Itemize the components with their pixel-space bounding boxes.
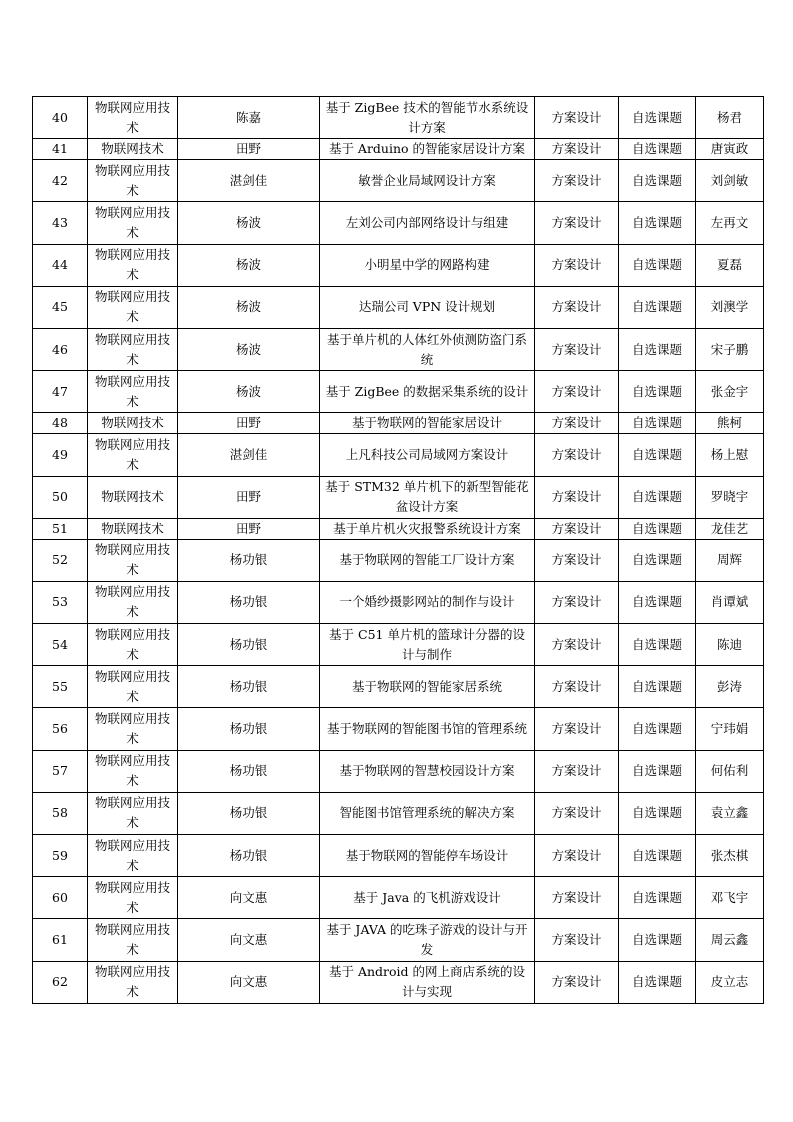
table-row — [33, 539, 764, 581]
row-number-cell: 44 — [33, 244, 88, 286]
topic-cell: 基于物联网的智能家居设计 — [320, 413, 535, 434]
teacher-cell: 杨功银 — [178, 708, 320, 750]
topic-cell: 智能图书馆管理系统的解决方案 — [320, 792, 535, 834]
student-cell: 邓飞宇 — [696, 877, 764, 919]
source-cell: 自选课题 — [619, 202, 696, 244]
source-cell: 自选课题 — [619, 792, 696, 834]
student-cell: 何佑利 — [696, 750, 764, 792]
teacher-cell: 杨功银 — [178, 624, 320, 666]
topic-cell: 基于物联网的智慧校园设计方案 — [320, 750, 535, 792]
table-row — [33, 792, 764, 834]
teacher-cell: 杨波 — [178, 202, 320, 244]
student-cell: 张杰棋 — [696, 835, 764, 877]
source-cell: 自选课题 — [619, 328, 696, 370]
teacher-cell: 杨波 — [178, 244, 320, 286]
source-cell: 自选课题 — [619, 624, 696, 666]
topic-cell: 基于 Arduino 的智能家居设计方案 — [320, 139, 535, 160]
major-cell: 物联网应用技术 — [88, 328, 178, 370]
topic-cell: 基于物联网的智能停车场设计 — [320, 835, 535, 877]
table-row — [33, 961, 764, 1003]
type-cell: 方案设计 — [535, 202, 619, 244]
major-cell: 物联网应用技术 — [88, 919, 178, 961]
student-cell: 肖谭斌 — [696, 581, 764, 623]
table-row — [33, 286, 764, 328]
teacher-cell: 湛剑佳 — [178, 434, 320, 476]
source-cell: 自选课题 — [619, 750, 696, 792]
teacher-cell: 杨功银 — [178, 792, 320, 834]
major-cell: 物联网应用技术 — [88, 160, 178, 202]
source-cell: 自选课题 — [619, 581, 696, 623]
type-cell: 方案设计 — [535, 244, 619, 286]
major-cell: 物联网应用技术 — [88, 624, 178, 666]
student-cell: 张金宇 — [696, 371, 764, 413]
teacher-cell: 杨功银 — [178, 666, 320, 708]
type-cell: 方案设计 — [535, 750, 619, 792]
topic-cell: 基于物联网的智能工厂设计方案 — [320, 539, 535, 581]
type-cell: 方案设计 — [535, 708, 619, 750]
major-cell: 物联网应用技术 — [88, 666, 178, 708]
table-row — [33, 518, 764, 539]
major-cell: 物联网应用技术 — [88, 961, 178, 1003]
type-cell: 方案设计 — [535, 476, 619, 518]
student-cell: 刘澳学 — [696, 286, 764, 328]
source-cell: 自选课题 — [619, 476, 696, 518]
topic-cell: 基于单片机的人体红外侦测防盗门系统 — [320, 328, 535, 370]
table-row — [33, 97, 764, 139]
topic-cell: 敏誉企业局域网设计方案 — [320, 160, 535, 202]
teacher-cell: 杨功银 — [178, 835, 320, 877]
major-cell: 物联网应用技术 — [88, 708, 178, 750]
source-cell: 自选课题 — [619, 666, 696, 708]
row-number-cell: 41 — [33, 139, 88, 160]
table-row — [33, 160, 764, 202]
major-cell: 物联网应用技术 — [88, 750, 178, 792]
topic-cell: 上凡科技公司局域网方案设计 — [320, 434, 535, 476]
teacher-cell: 杨波 — [178, 328, 320, 370]
student-cell: 宁玮娟 — [696, 708, 764, 750]
topic-cell: 小明星中学的网路构建 — [320, 244, 535, 286]
table-row — [33, 581, 764, 623]
teacher-cell: 陈嘉 — [178, 97, 320, 139]
type-cell: 方案设计 — [535, 581, 619, 623]
row-number-cell: 51 — [33, 518, 88, 539]
student-cell: 刘剑敏 — [696, 160, 764, 202]
table-row — [33, 476, 764, 518]
table-row — [33, 434, 764, 476]
teacher-cell: 向文惠 — [178, 877, 320, 919]
topic-cell: 左刘公司内部网络设计与组建 — [320, 202, 535, 244]
student-cell: 左再文 — [696, 202, 764, 244]
type-cell: 方案设计 — [535, 286, 619, 328]
major-cell: 物联网应用技术 — [88, 371, 178, 413]
row-number-cell: 46 — [33, 328, 88, 370]
type-cell: 方案设计 — [535, 835, 619, 877]
topic-cell: 基于 ZigBee 的数据采集系统的设计 — [320, 371, 535, 413]
row-number-cell: 61 — [33, 919, 88, 961]
major-cell: 物联网应用技术 — [88, 202, 178, 244]
source-cell: 自选课题 — [619, 518, 696, 539]
topic-cell: 基于 STM32 单片机下的新型智能花盆设计方案 — [320, 476, 535, 518]
row-number-cell: 48 — [33, 413, 88, 434]
type-cell: 方案设计 — [535, 666, 619, 708]
major-cell: 物联网应用技术 — [88, 286, 178, 328]
source-cell: 自选课题 — [619, 961, 696, 1003]
type-cell: 方案设计 — [535, 139, 619, 160]
row-number-cell: 42 — [33, 160, 88, 202]
table-row — [33, 328, 764, 370]
topic-cell: 达瑞公司 VPN 设计规划 — [320, 286, 535, 328]
source-cell: 自选课题 — [619, 413, 696, 434]
type-cell: 方案设计 — [535, 371, 619, 413]
major-cell: 物联网应用技术 — [88, 244, 178, 286]
major-cell: 物联网应用技术 — [88, 581, 178, 623]
student-cell: 罗晓宇 — [696, 476, 764, 518]
teacher-cell: 杨波 — [178, 286, 320, 328]
topic-cell: 基于 Android 的网上商店系统的设计与实现 — [320, 961, 535, 1003]
student-cell: 龙佳艺 — [696, 518, 764, 539]
type-cell: 方案设计 — [535, 97, 619, 139]
major-cell: 物联网技术 — [88, 139, 178, 160]
major-cell: 物联网技术 — [88, 413, 178, 434]
student-cell: 陈迪 — [696, 624, 764, 666]
table-row — [33, 708, 764, 750]
type-cell: 方案设计 — [535, 518, 619, 539]
table-row — [33, 835, 764, 877]
major-cell: 物联网应用技术 — [88, 792, 178, 834]
type-cell: 方案设计 — [535, 919, 619, 961]
type-cell: 方案设计 — [535, 328, 619, 370]
topic-cell: 基于 JAVA 的吃珠子游戏的设计与开发 — [320, 919, 535, 961]
source-cell: 自选课题 — [619, 371, 696, 413]
row-number-cell: 62 — [33, 961, 88, 1003]
row-number-cell: 49 — [33, 434, 88, 476]
student-cell: 杨君 — [696, 97, 764, 139]
type-cell: 方案设计 — [535, 413, 619, 434]
table-row — [33, 371, 764, 413]
major-cell: 物联网应用技术 — [88, 835, 178, 877]
type-cell: 方案设计 — [535, 624, 619, 666]
topic-cell: 基于 C51 单片机的篮球计分器的设计与制作 — [320, 624, 535, 666]
row-number-cell: 59 — [33, 835, 88, 877]
teacher-cell: 田野 — [178, 413, 320, 434]
source-cell: 自选课题 — [619, 835, 696, 877]
teacher-cell: 田野 — [178, 518, 320, 539]
student-cell: 宋子鹏 — [696, 328, 764, 370]
table-row — [33, 624, 764, 666]
table-row — [33, 666, 764, 708]
type-cell: 方案设计 — [535, 434, 619, 476]
type-cell: 方案设计 — [535, 539, 619, 581]
row-number-cell: 52 — [33, 539, 88, 581]
row-number-cell: 57 — [33, 750, 88, 792]
topic-cell: 基于物联网的智能家居系统 — [320, 666, 535, 708]
teacher-cell: 田野 — [178, 476, 320, 518]
topic-cell: 基于物联网的智能图书馆的管理系统 — [320, 708, 535, 750]
teacher-cell: 杨功银 — [178, 581, 320, 623]
row-number-cell: 53 — [33, 581, 88, 623]
student-cell: 熊柯 — [696, 413, 764, 434]
student-cell: 皮立志 — [696, 961, 764, 1003]
source-cell: 自选课题 — [619, 97, 696, 139]
teacher-cell: 湛剑佳 — [178, 160, 320, 202]
major-cell: 物联网应用技术 — [88, 877, 178, 919]
type-cell: 方案设计 — [535, 961, 619, 1003]
source-cell: 自选课题 — [619, 286, 696, 328]
student-cell: 唐寅政 — [696, 139, 764, 160]
student-cell: 夏磊 — [696, 244, 764, 286]
source-cell: 自选课题 — [619, 919, 696, 961]
student-cell: 周云鑫 — [696, 919, 764, 961]
table-row — [33, 750, 764, 792]
topic-table — [32, 96, 764, 1004]
table-row — [33, 139, 764, 160]
source-cell: 自选课题 — [619, 708, 696, 750]
type-cell: 方案设计 — [535, 160, 619, 202]
teacher-cell: 向文惠 — [178, 919, 320, 961]
row-number-cell: 45 — [33, 286, 88, 328]
table-row — [33, 202, 764, 244]
source-cell: 自选课题 — [619, 434, 696, 476]
student-cell: 彭涛 — [696, 666, 764, 708]
teacher-cell: 杨功银 — [178, 539, 320, 581]
table-row — [33, 413, 764, 434]
source-cell: 自选课题 — [619, 160, 696, 202]
teacher-cell: 杨波 — [178, 371, 320, 413]
table-body — [33, 97, 764, 1004]
row-number-cell: 58 — [33, 792, 88, 834]
row-number-cell: 56 — [33, 708, 88, 750]
student-cell: 杨上慰 — [696, 434, 764, 476]
topic-cell: 一个婚纱摄影网站的制作与设计 — [320, 581, 535, 623]
type-cell: 方案设计 — [535, 792, 619, 834]
row-number-cell: 47 — [33, 371, 88, 413]
table-row — [33, 919, 764, 961]
teacher-cell: 杨功银 — [178, 750, 320, 792]
source-cell: 自选课题 — [619, 244, 696, 286]
major-cell: 物联网技术 — [88, 476, 178, 518]
table-row — [33, 877, 764, 919]
row-number-cell: 55 — [33, 666, 88, 708]
major-cell: 物联网技术 — [88, 518, 178, 539]
source-cell: 自选课题 — [619, 139, 696, 160]
teacher-cell: 向文惠 — [178, 961, 320, 1003]
row-number-cell: 60 — [33, 877, 88, 919]
source-cell: 自选课题 — [619, 539, 696, 581]
topic-cell: 基于 ZigBee 技术的智能节水系统设计方案 — [320, 97, 535, 139]
type-cell: 方案设计 — [535, 877, 619, 919]
row-number-cell: 40 — [33, 97, 88, 139]
row-number-cell: 50 — [33, 476, 88, 518]
topic-cell: 基于 Java 的飞机游戏设计 — [320, 877, 535, 919]
major-cell: 物联网应用技术 — [88, 539, 178, 581]
table-row — [33, 244, 764, 286]
source-cell: 自选课题 — [619, 877, 696, 919]
teacher-cell: 田野 — [178, 139, 320, 160]
student-cell: 袁立鑫 — [696, 792, 764, 834]
row-number-cell: 54 — [33, 624, 88, 666]
row-number-cell: 43 — [33, 202, 88, 244]
topic-cell: 基于单片机火灾报警系统设计方案 — [320, 518, 535, 539]
major-cell: 物联网应用技术 — [88, 97, 178, 139]
student-cell: 周辉 — [696, 539, 764, 581]
major-cell: 物联网应用技术 — [88, 434, 178, 476]
